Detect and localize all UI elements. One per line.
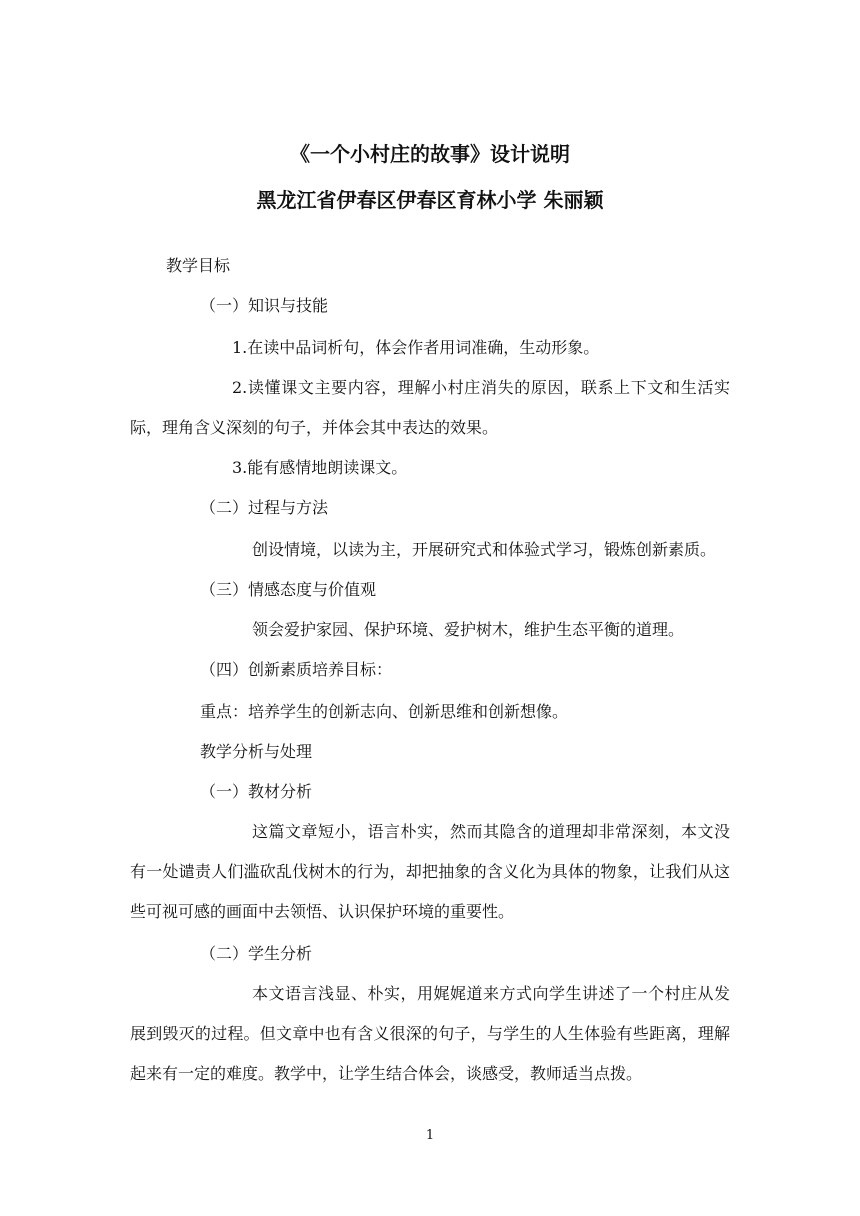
student-heading: （二）学生分析 — [200, 944, 313, 963]
author-line: 黑龙江省伊春区伊春区育林小学 朱丽颖 — [256, 188, 604, 212]
emotion-heading: （三）情感态度与价值观 — [200, 580, 377, 599]
goal-item-1: 1.在读中品词析句，体会作者用词准确，生动形象。 — [232, 338, 600, 357]
goal-item-2: 2.读懂课文主要内容，理解小村庄消失的原因，联系上下文和生活实际，理角含义深刻的句子，并体会其中表达的效果。 — [130, 378, 730, 437]
goal-item-3: 3.能有感情地朗读课文。 — [232, 458, 408, 477]
goals-heading: 教学目标 — [166, 256, 231, 275]
process-text: 创设情境，以读为主，开展研究式和体验式学习，锻炼创新素质。 — [252, 540, 717, 559]
material-text: 这篇文章短小，语言朴实，然而其隐含的道理却非常深刻，本文没有一处谴责人们滥砍乱伐树木的行为，却把抽象的含义化为具体的物象，让我们从这些可视可感的画面中去领悟、认识保护环境的重要性。 — [130, 822, 730, 921]
innovation-heading: （四）创新素质培养目标： — [200, 660, 393, 679]
page-number: 1 — [425, 1128, 435, 1143]
key-point: 重点：培养学生的创新志向、创新思维和创新想像。 — [200, 702, 569, 721]
emotion-text: 领会爱护家园、保护环境、爱护树木，维护生态平衡的道理。 — [252, 620, 685, 639]
document-title: 《一个小村庄的故事》设计说明 — [290, 142, 570, 166]
student-text: 本文语言浅显、朴实，用娓娓道来方式向学生讲述了一个村庄从发展到毁灭的过程。但文章中也有含义很深的句子，与学生的人生体验有些距离，理解起来有一定的难度。教学中，让学生结合体会，谈感受，教师适当点拨。 — [130, 984, 730, 1083]
knowledge-heading: （一）知识与技能 — [200, 296, 329, 315]
material-heading: （一）教材分析 — [200, 782, 313, 801]
analysis-heading: 教学分析与处理 — [200, 742, 313, 761]
process-heading: （二）过程与方法 — [200, 498, 329, 517]
